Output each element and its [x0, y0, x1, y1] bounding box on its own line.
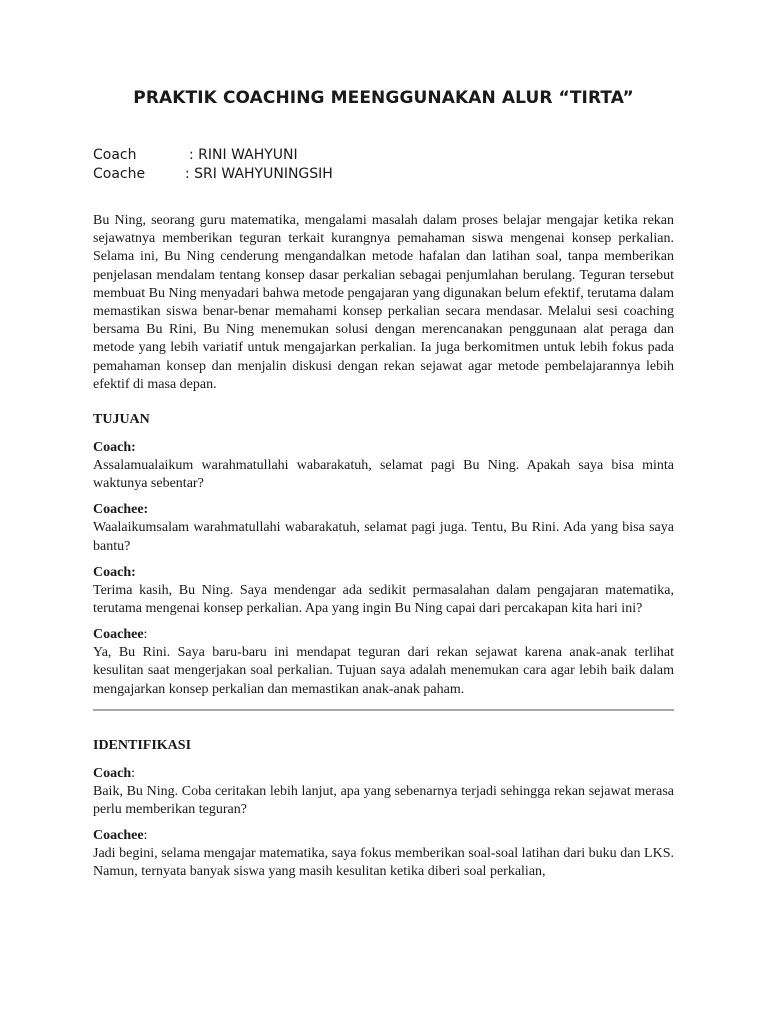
- section-tujuan: [93, 411, 674, 699]
- coach-label: Coach: [93, 147, 137, 163]
- coach-name: : RINI WAHYUNI: [189, 147, 298, 163]
- dialogue-entry: [93, 765, 674, 819]
- section-heading-identifikasi: IDENTIFIKASI: [93, 737, 192, 753]
- coaching-participants: [93, 146, 674, 184]
- coachee-label: Coache: [93, 166, 146, 182]
- speaker-name: Coachee: [93, 828, 144, 844]
- section-divider: [93, 709, 674, 711]
- speaker-label: [93, 626, 674, 644]
- intro-paragraph: Bu Ning, seorang guru matematika, mengalami masalah dalam proses belajar mengajar ketika rekan sejawatnya memberikan teguran terkait kurangnya pemahaman siswa mengenai konsep perkalian. Selama ini, Bu Ning cenderung mengandalkan metode hafalan dan latihan soal, tanpa memberikan penjelasan mendalam tentang konsep dasar perkalian sebagai penjumlahan berulang. Teguran tersebut membuat Bu Ning menyadari bahwa metode pengajaran yang digunakan belum efektif, terutama dalam memastikan siswa benar-benar memahami konsep perkalian secara mendasar. Melalui sesi coaching bersama Bu Rini, Bu Ning menemukan solusi dengan merencanakan penggunaan alat peraga dan metode yang lebih variatif untuk mengajarkan perkalian. Ia juga berkomitmen untuk lebih fokus pada pemahaman konsep dan menjalin diskusi dengan rekan sejawat agar metode pembelajarannya lebih efektif di masa depan.: [93, 213, 674, 392]
- dialogue-text: Ya, Bu Rini. Saya baru-baru ini mendapat teguran dari rekan sejawat karena anak-anak terlihat kesulitan saat mengerjakan soal perkalian. Tujuan saya adalah menemukan cara agar lebih baik dalam mengajarkan konsep perkalian dan memastikan anak-anak paham.: [93, 645, 674, 697]
- section-identifikasi: [93, 737, 674, 882]
- dialogue-text: Baik, Bu Ning. Coba ceritakan lebih lanjut, apa yang sebenarnya terjadi sehingga rekan sejawat merasa perlu memberikan teguran?: [93, 783, 674, 818]
- dialogue-text: Jadi begini, selama mengajar matematika, saya fokus memberikan soal-soal latihan dari buku dan LKS. Namun, ternyata banyak siswa yang masih kesulitan ketika diberi soal perkalian,: [93, 846, 674, 880]
- section-heading-tujuan: TUJUAN: [93, 412, 150, 428]
- speaker-colon: :: [131, 765, 136, 781]
- dialogue-entry: [93, 827, 674, 881]
- speaker-label: Coach:: [93, 440, 136, 456]
- dialogue-text: Assalamualaikum warahmatullahi wabarakatuh, selamat pagi Bu Ning. Apakah saya bisa minta waktunya sebentar?: [93, 458, 674, 492]
- coachee-name: : SRI WAHYUNINGSIH: [185, 166, 333, 182]
- speaker-name: Coachee: [93, 627, 144, 643]
- speaker-colon: :: [143, 828, 148, 844]
- speaker-label: Coach:: [93, 564, 136, 580]
- dialogue-entry: [93, 439, 674, 493]
- coach-row: [93, 146, 674, 165]
- dialogue-text: Waalaikumsalam warahmatullahi wabarakatuh, selamat pagi juga. Tentu, Bu Rini. Ada yang bisa saya bantu?: [93, 520, 674, 554]
- speaker-colon: :: [143, 627, 148, 643]
- dialogue-entry: [93, 626, 674, 699]
- dialogue-entry: [93, 501, 674, 555]
- speaker-label: [93, 827, 674, 845]
- coachee-row: [93, 165, 674, 184]
- speaker-name: Coach: [93, 765, 132, 781]
- document-title: PRAKTIK COACHING MEENGGUNAKAN ALUR “TIRTA”: [133, 88, 634, 108]
- dialogue-text: Terima kasih, Bu Ning. Saya mendengar ada sedikit permasalahan dalam pengajaran matematika, terutama mengenai konsep perkalian. Apa yang ingin Bu Ning capai dari percakapan kita hari ini?: [93, 582, 674, 617]
- speaker-label: Coachee:: [93, 502, 149, 518]
- speaker-label: [93, 765, 674, 783]
- dialogue-entry: [93, 564, 674, 618]
